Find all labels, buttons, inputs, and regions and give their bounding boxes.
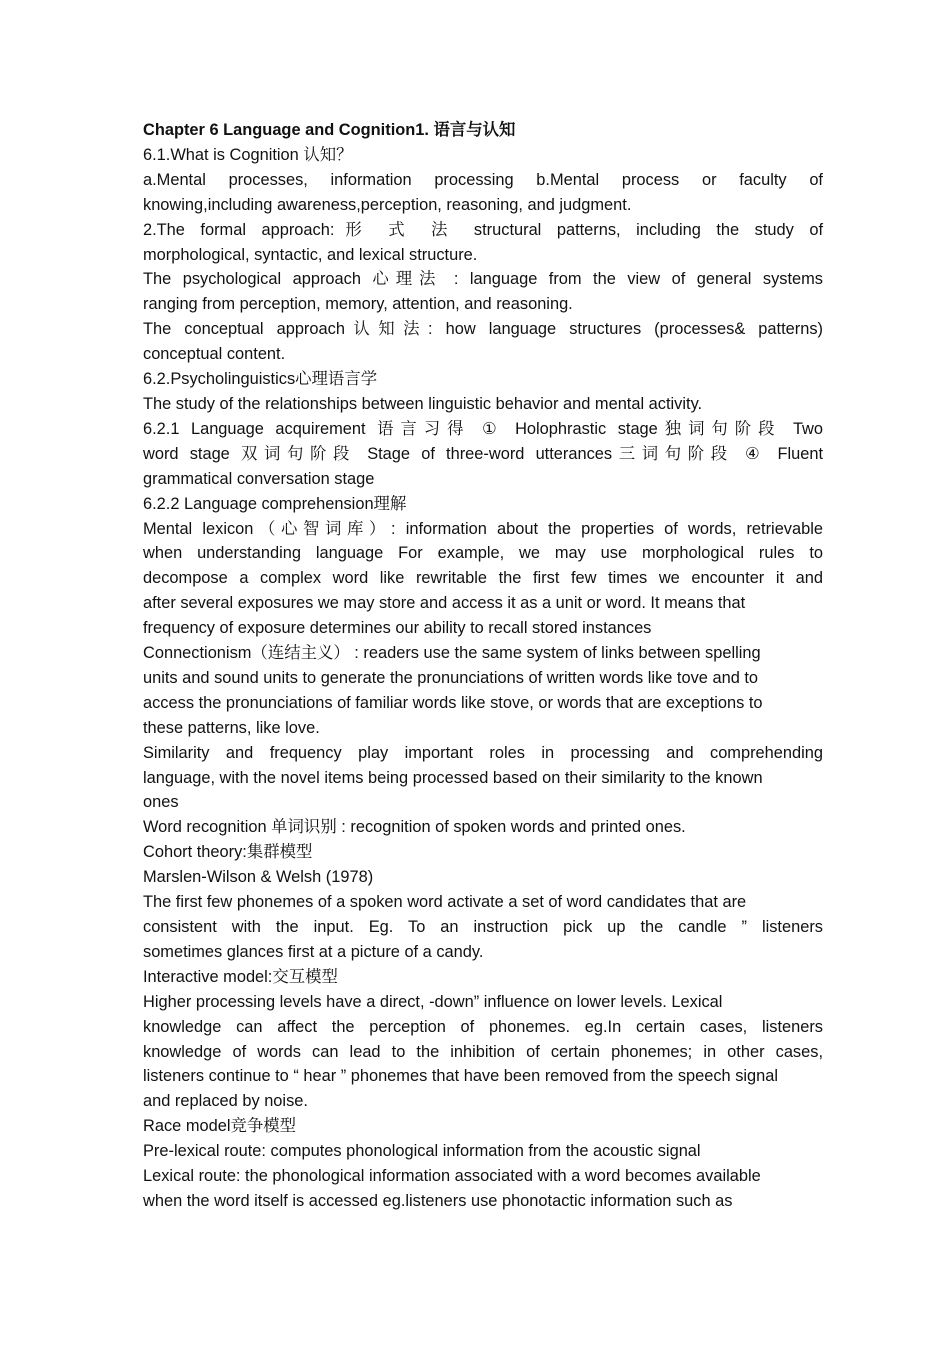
text-line: Connectionism（连结主义） : readers use the same system of links between spelling xyxy=(143,644,761,663)
text-line: The conceptual approach认知法: how language structures (processes& patterns) xyxy=(143,320,823,339)
text-line: knowledge can affect the perception of phonemes. eg.In certain cases, listeners xyxy=(143,1017,823,1036)
text-line: Pre-lexical route: computes phonological information from the acoustic signal xyxy=(143,1142,701,1161)
text-line: The psychological approach 心理法 : language from the view of general systems xyxy=(143,270,823,289)
text-line: knowledge of words can lead to the inhibition of certain phonemes; in other cases, xyxy=(143,1042,823,1061)
text-line: 6.2.Psycholinguistics心理语言学 xyxy=(143,370,378,389)
text-line: decompose a complex word like rewritable the first few times we encounter it and xyxy=(143,569,823,588)
text-line: Mental lexicon（心智词库）: information about the properties of words, retrievable xyxy=(143,519,823,538)
text-line: Similarity and frequency play important roles in processing and comprehending xyxy=(143,743,823,762)
text-line: and replaced by noise. xyxy=(143,1092,308,1111)
text-line: Interactive model:交互模型 xyxy=(143,967,338,986)
text-line: grammatical conversation stage xyxy=(143,469,375,488)
document-page xyxy=(143,118,823,1214)
text-line: knowing,including awareness,perception, reasoning, and judgment. xyxy=(143,195,632,214)
text-line: 6.2.2 Language comprehension理解 xyxy=(143,494,407,513)
text-line: ones xyxy=(143,793,179,812)
text-line: listeners continue to “ hear ” phonemes that have been removed from the speech signal xyxy=(143,1067,779,1086)
text-line: a.Mental processes, information processing b.Mental process or faculty of xyxy=(143,170,823,189)
text-line: when the word itself is accessed eg.listeners use phonotactic information such as xyxy=(143,1191,733,1210)
text-line: morphological, syntactic, and lexical structure. xyxy=(143,245,478,264)
text-line: these patterns, like love. xyxy=(143,718,320,737)
text-line: conceptual content. xyxy=(143,345,286,364)
text-line: ranging from perception, memory, attention, and reasoning. xyxy=(143,295,573,314)
text-line: word stage 双词句阶段 Stage of three-word utterances三词句阶段 ④ Fluent xyxy=(143,444,823,463)
text-line: units and sound units to generate the pronunciations of written words like tove and to xyxy=(143,668,759,687)
text-line: when understanding language For example, we may use morphological rules to xyxy=(143,544,823,563)
text-line: The first few phonemes of a spoken word activate a set of word candidates that are xyxy=(143,893,747,912)
text-line: Race model竞争模型 xyxy=(143,1117,297,1136)
text-line: 6.1.What is Cognition 认知？ xyxy=(143,145,353,164)
text-line: Word recognition 单词识别 : recognition of spoken words and printed ones. xyxy=(143,818,686,837)
text-line: frequency of exposure determines our ability to recall stored instances xyxy=(143,619,652,638)
text-line: The study of the relationships between linguistic behavior and mental activity. xyxy=(143,394,703,413)
text-line: after several exposures we may store and access it as a unit or word. It means that xyxy=(143,594,746,613)
text-line: consistent with the input. Eg. To an instruction pick up the candle ” listeners xyxy=(143,918,823,936)
text-line: Marslen-Wilson & Welsh (1978) xyxy=(143,868,374,887)
text-line: sometimes glances first at a picture of a candy. xyxy=(143,942,484,961)
text-line: 2.The formal approach:形 式 法 structural patterns, including the study of xyxy=(143,220,823,239)
text-line: Higher processing levels have a direct, -down” influence on lower levels. Lexical xyxy=(143,992,723,1011)
text-line: access the pronunciations of familiar words like stove, or words that are exceptions to xyxy=(143,693,763,712)
chapter-title: Chapter 6 Language and Cognition1. 语言与认知 xyxy=(143,121,516,139)
text-line: 6.2.1 Language acquirement 语言习得 ① Holophrastic stage独词句阶段 Two xyxy=(143,419,823,438)
text-line: Cohort theory:集群模型 xyxy=(143,843,313,862)
text-line: Lexical route: the phonological information associated with a word becomes available xyxy=(143,1167,761,1186)
text-line: language, with the novel items being processed based on their similarity to the known xyxy=(143,768,763,787)
